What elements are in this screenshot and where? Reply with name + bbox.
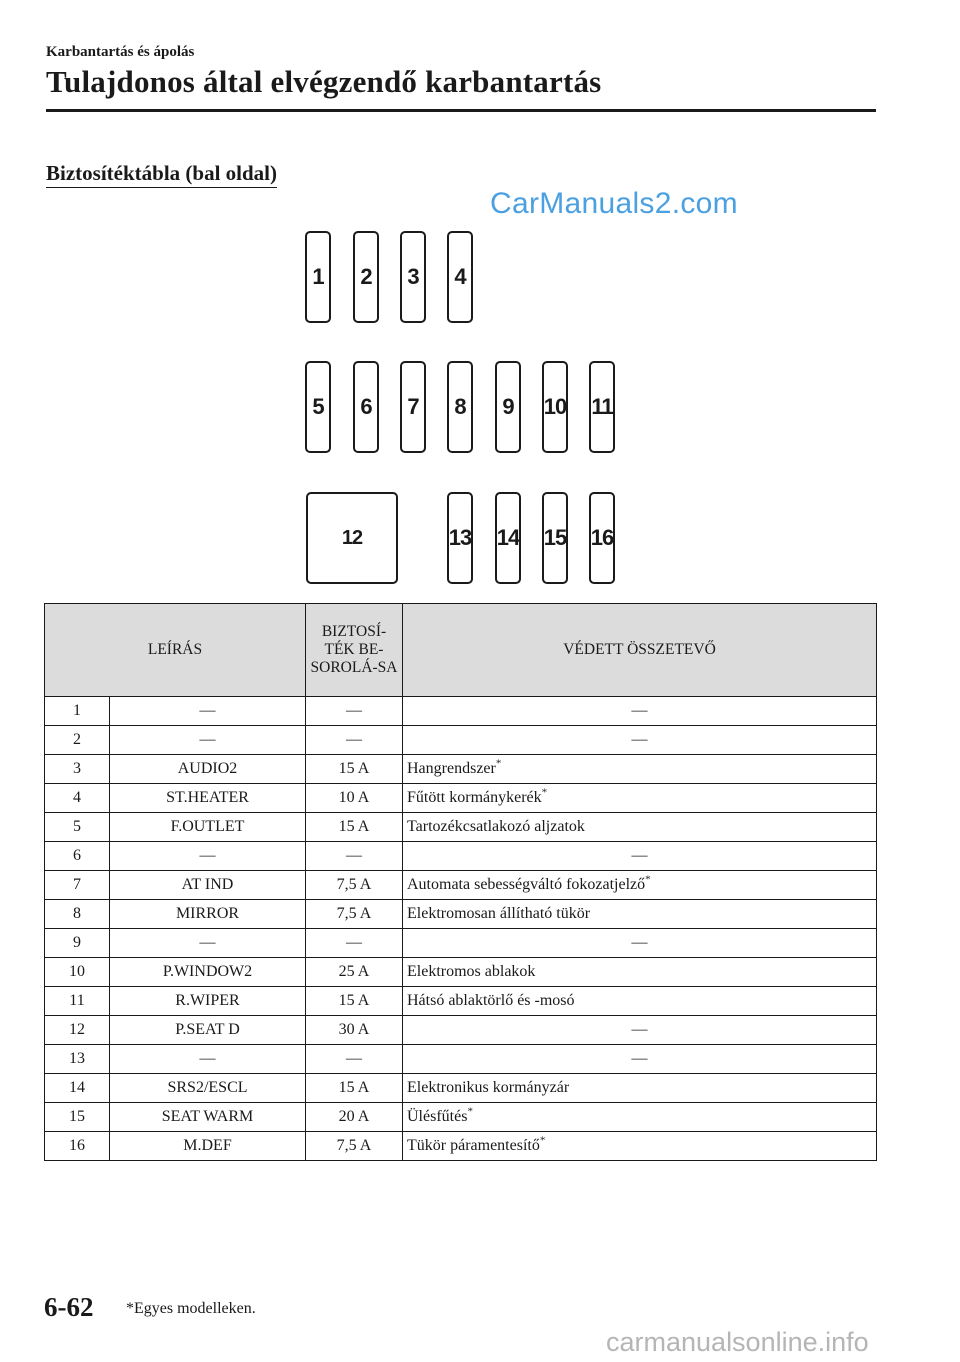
cell-rating-text: 20 A (338, 1108, 370, 1125)
cell-description (110, 755, 306, 784)
cell-description-text: — (199, 1050, 216, 1067)
cell-rating (306, 987, 403, 1016)
cell-component-text: — (631, 702, 648, 719)
page-number: 6-62 (44, 1292, 94, 1322)
cell-description-text: AUDIO2 (177, 760, 238, 777)
cell-description (110, 813, 306, 842)
cell-component (403, 726, 877, 755)
cell-component (403, 987, 877, 1016)
fuse-slot: 13 (447, 492, 473, 584)
cell-description-text: F.OUTLET (170, 818, 245, 835)
table-row (45, 871, 877, 900)
cell-rating (306, 1074, 403, 1103)
cell-component-text: — (631, 1021, 648, 1038)
section-heading: Biztosítéktábla (bal oldal) (46, 161, 277, 188)
cell-number-text: 5 (73, 818, 81, 835)
cell-number-text: 11 (69, 992, 85, 1009)
cell-component-text: Elektronikus kormányzár (407, 1079, 570, 1096)
cell-description-text: SRS2/ESCL (167, 1079, 248, 1096)
cell-rating (306, 697, 403, 726)
fuse-slot: 11 (589, 361, 615, 453)
table-row (45, 784, 877, 813)
table-row (45, 1016, 877, 1045)
fuse-slot: 9 (495, 361, 521, 453)
cell-component-text: Elektromos ablakok (407, 963, 536, 980)
cell-description (110, 958, 306, 987)
fuse-table (44, 603, 877, 1161)
cell-number (45, 813, 110, 842)
title-divider (46, 109, 876, 112)
cell-rating (306, 929, 403, 958)
cell-rating-text: 15 A (338, 1079, 370, 1096)
footnote-marker: * (539, 1134, 546, 1147)
cell-number-text: 10 (69, 963, 85, 980)
cell-description-text: — (199, 934, 216, 951)
cell-number-text: 14 (69, 1079, 85, 1096)
table-row (45, 842, 877, 871)
cell-component-text: — (631, 934, 648, 951)
cell-number (45, 1074, 110, 1103)
cell-description (110, 1045, 306, 1074)
cell-number (45, 1103, 110, 1132)
cell-number-text: 9 (73, 934, 81, 951)
cell-description-text: SEAT WARM (161, 1108, 254, 1125)
cell-component-text: — (631, 1050, 648, 1067)
fuse-slot: 14 (495, 492, 521, 584)
fuse-slot: 2 (353, 231, 379, 323)
cell-rating (306, 784, 403, 813)
cell-rating (306, 755, 403, 784)
cell-description-text: MIRROR (175, 905, 240, 922)
cell-component (403, 697, 877, 726)
footnote-marker: * (467, 1105, 473, 1118)
cell-description-text: — (199, 702, 216, 719)
cell-description (110, 1132, 306, 1161)
cell-description-text: M.DEF (183, 1137, 232, 1154)
cell-description (110, 842, 306, 871)
cell-description (110, 726, 306, 755)
breadcrumb: Karbantartás és ápolás (46, 44, 195, 60)
footnote-marker: * (541, 786, 548, 799)
table-row (45, 958, 877, 987)
cell-number-text: 15 (69, 1108, 85, 1125)
table-row (45, 813, 877, 842)
cell-rating-text: 30 A (338, 1021, 370, 1038)
cell-description (110, 929, 306, 958)
cell-component (403, 958, 877, 987)
cell-component (403, 871, 877, 900)
fuse-slot: 10 (542, 361, 568, 453)
cell-component-text: Tartozékcsatlakozó aljzatok (407, 818, 585, 835)
cell-description-text: AT IND (181, 876, 234, 893)
cell-rating-text: — (346, 1050, 362, 1067)
cell-description-text: R.WIPER (175, 992, 240, 1009)
cell-number-text: 3 (73, 760, 81, 777)
table-row (45, 929, 877, 958)
cell-description (110, 697, 306, 726)
site-watermark: carmanualsonline.info (606, 1327, 869, 1357)
cell-component (403, 1103, 877, 1132)
cell-number (45, 784, 110, 813)
page-title: Tulajdonos által elvégzendő karbantartás (46, 64, 602, 99)
cell-rating-text: 15 A (338, 760, 370, 777)
cell-description (110, 1074, 306, 1103)
cell-component-text: Hangrendszer (407, 760, 496, 777)
cell-rating (306, 1132, 403, 1161)
cell-rating (306, 900, 403, 929)
cell-number (45, 900, 110, 929)
cell-component (403, 784, 877, 813)
cell-description (110, 871, 306, 900)
cell-component-text: — (631, 847, 648, 864)
fuse-slot: 1 (305, 231, 331, 323)
cell-number-text: 1 (73, 702, 81, 719)
fuse-slot: 8 (447, 361, 473, 453)
cell-description-text: ST.HEATER (166, 789, 249, 806)
cell-component (403, 755, 877, 784)
table-header-row (45, 604, 877, 697)
cell-component-text: Ülésfűtés (407, 1108, 468, 1125)
cell-number (45, 1045, 110, 1074)
cell-component-text: Automata sebességváltó fokozatjelző (407, 876, 646, 893)
cell-description (110, 900, 306, 929)
cell-rating-text: — (346, 731, 362, 748)
cell-description-text: P.SEAT D (175, 1021, 240, 1038)
cell-number-text: 16 (69, 1137, 85, 1154)
cell-rating-text: 10 A (338, 789, 370, 806)
cell-number-text: 12 (69, 1021, 85, 1038)
cell-number-text: 4 (73, 789, 81, 806)
table-row (45, 900, 877, 929)
cell-rating (306, 1016, 403, 1045)
cell-component (403, 1045, 877, 1074)
cell-number (45, 987, 110, 1016)
watermark-logo: CarManuals2.com (490, 187, 738, 220)
cell-number (45, 1016, 110, 1045)
cell-rating-text: 15 A (338, 992, 370, 1009)
cell-rating (306, 1103, 403, 1132)
cell-component (403, 1132, 877, 1161)
cell-description-text: P.WINDOW2 (162, 963, 253, 980)
cell-rating (306, 958, 403, 987)
footnote-marker: * (645, 873, 651, 886)
cell-rating (306, 842, 403, 871)
fuse-slot-large: 12 (306, 492, 398, 584)
cell-component (403, 1074, 877, 1103)
cell-description (110, 1016, 306, 1045)
cell-component-text: Fűtött kormánykerék (407, 789, 542, 806)
fuse-slot: 4 (447, 231, 473, 323)
cell-component (403, 813, 877, 842)
cell-component-text: Elektromosan állítható tükör (407, 905, 591, 922)
cell-rating-text: 25 A (338, 963, 370, 980)
header-description: LEÍRÁS (45, 604, 306, 697)
footnote-marker: * (495, 757, 502, 770)
cell-component-text: Tükör páramentesítő (407, 1137, 540, 1154)
cell-number (45, 755, 110, 784)
cell-number (45, 726, 110, 755)
table-row (45, 755, 877, 784)
cell-component (403, 900, 877, 929)
table-row (45, 987, 877, 1016)
cell-rating-text: 15 A (338, 818, 370, 835)
table-row (45, 1045, 877, 1074)
cell-rating (306, 1045, 403, 1074)
fuse-slot: 16 (589, 492, 615, 584)
cell-number-text: 13 (69, 1050, 85, 1067)
header-rating: BIZTOSÍ-TÉK BE-SOROLÁ-SA (306, 604, 403, 697)
cell-component (403, 842, 877, 871)
cell-description-text: — (199, 847, 216, 864)
cell-component-text: — (631, 731, 648, 748)
cell-rating (306, 813, 403, 842)
cell-number (45, 871, 110, 900)
cell-number (45, 958, 110, 987)
cell-component (403, 929, 877, 958)
fuse-slot: 6 (353, 361, 379, 453)
header-component: VÉDETT ÖSSZETEVŐ (403, 604, 877, 697)
table-row (45, 697, 877, 726)
cell-description (110, 1103, 306, 1132)
cell-component (403, 1016, 877, 1045)
footnote: *Egyes modelleken. (126, 1300, 256, 1317)
cell-number-text: 8 (73, 905, 81, 922)
fuse-slot: 7 (400, 361, 426, 453)
cell-description (110, 987, 306, 1016)
fuse-slot: 5 (305, 361, 331, 453)
fuse-slot: 3 (400, 231, 426, 323)
cell-rating-text: — (346, 934, 362, 951)
cell-number (45, 697, 110, 726)
cell-rating-text: 7,5 A (336, 876, 372, 893)
cell-number (45, 842, 110, 871)
table-row (45, 1132, 877, 1161)
cell-rating (306, 726, 403, 755)
cell-number-text: 7 (73, 876, 81, 893)
cell-rating-text: — (346, 847, 362, 864)
cell-number (45, 929, 110, 958)
cell-number (45, 1132, 110, 1161)
cell-rating-text: 7,5 A (336, 905, 372, 922)
cell-rating (306, 871, 403, 900)
cell-number-text: 6 (73, 847, 81, 864)
fuse-slot: 15 (542, 492, 568, 584)
cell-description (110, 784, 306, 813)
cell-number-text: 2 (73, 731, 81, 748)
cell-description-text: — (199, 731, 216, 748)
cell-component-text: Hátsó ablaktörlő és -mosó (407, 992, 575, 1009)
cell-rating-text: 7,5 A (336, 1137, 372, 1154)
cell-rating-text: — (346, 702, 362, 719)
table-row (45, 1074, 877, 1103)
table-row (45, 726, 877, 755)
table-row (45, 1103, 877, 1132)
